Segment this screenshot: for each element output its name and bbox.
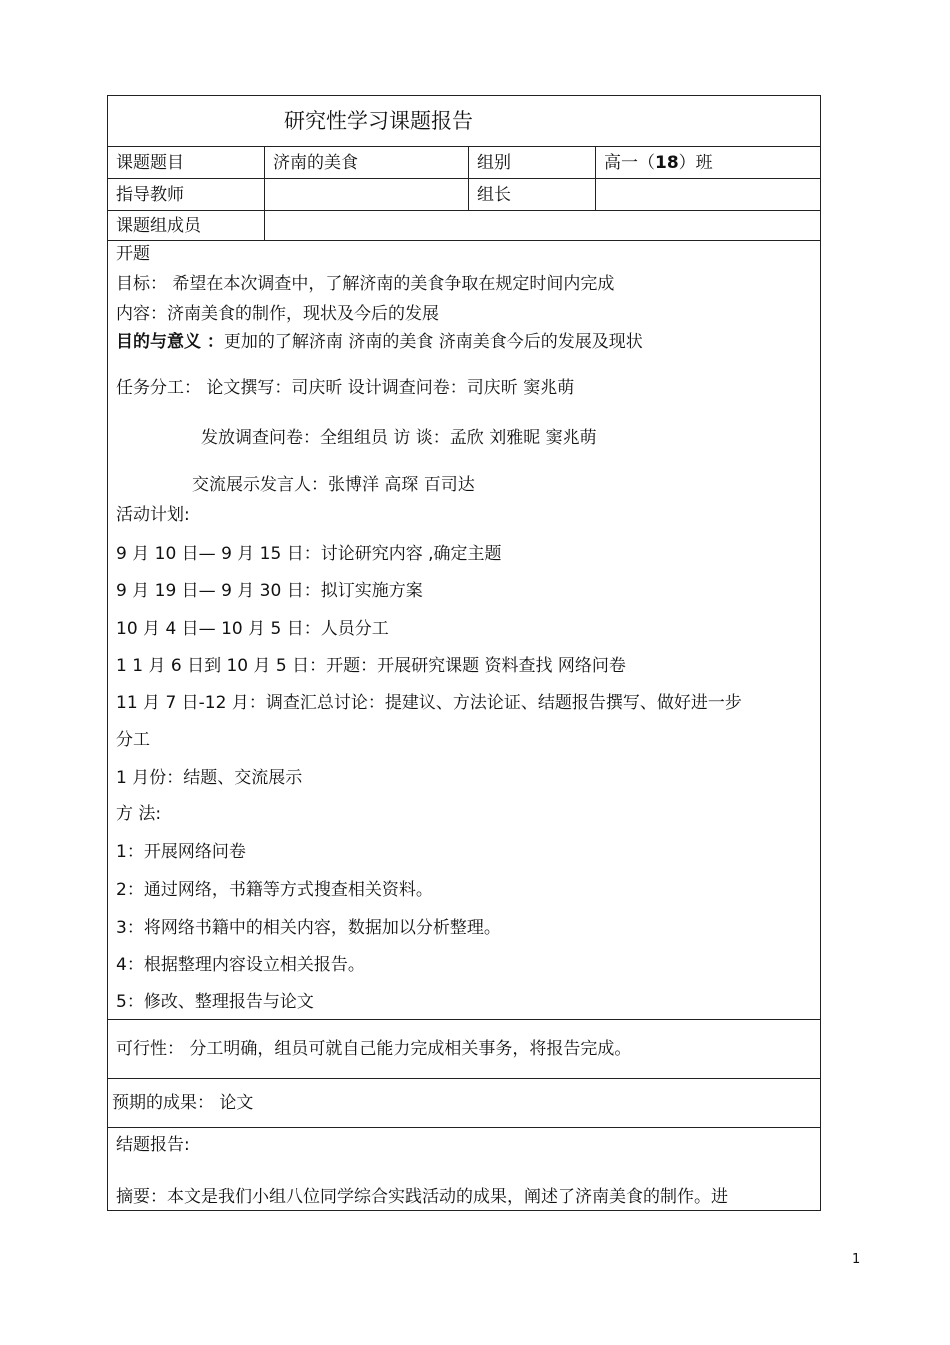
group-value-pre: 高一（ xyxy=(604,152,655,173)
members-value xyxy=(265,211,821,241)
method-item: 1：开展网络问卷 xyxy=(116,842,246,862)
tasks-line-3: 交流展示发言人：张博洋 高琛 百司达 xyxy=(192,475,475,495)
plan-item: 11 月 7 日-12 月：调查汇总讨论：提建议、方法论证、结题报告撰写、做好进一步 xyxy=(116,693,742,713)
opening-section xyxy=(108,241,821,1020)
method-item: 4：根据整理内容设立相关报告。 xyxy=(116,955,365,975)
method-heading: 方 法: xyxy=(116,804,162,824)
tasks-line-1: 任务分工： 论文撰写：司庆昕 设计调查问卷：司庆昕 窦兆萌 xyxy=(116,378,575,398)
method-item: 3：将网络书籍中的相关内容，数据加以分析整理。 xyxy=(116,918,501,938)
report-heading: 结题报告: xyxy=(116,1135,190,1155)
research-report-form xyxy=(107,95,821,1211)
plan-item: 1 1 月 6 日到 10 月 5 日：开题：开展研究课题 资料查找 网络问卷 xyxy=(116,656,626,676)
tasks-line-2: 发放调查问卷：全组组员 访 谈：孟欣 刘雅昵 窦兆萌 xyxy=(201,428,597,448)
plan-heading: 活动计划: xyxy=(116,505,190,525)
method-item: 2：通过网络，书籍等方式搜查相关资料。 xyxy=(116,880,433,900)
opening-meaning xyxy=(116,332,643,352)
method-item: 5：修改、整理报告与论文 xyxy=(116,992,314,1012)
title-cell xyxy=(108,96,821,147)
page-title: 研究性学习课题报告 xyxy=(284,109,473,133)
report-abstract: 摘要：本文是我们小组八位同学综合实践活动的成果，阐述了济南美食的制作。进 xyxy=(116,1187,728,1207)
plan-item: 1 月份：结题、交流展示 xyxy=(116,768,303,788)
members-label: 课题组成员 xyxy=(108,211,265,241)
opening-goal: 目标： 希望在本次调查中，了解济南的美食争取在规定时间内完成 xyxy=(116,274,615,294)
final-report-section xyxy=(108,1128,821,1211)
opening-heading: 开题 xyxy=(116,244,150,264)
opening-content: 内容：济南美食的制作，现状及今后的发展 xyxy=(116,304,439,324)
group-value xyxy=(596,147,821,179)
group-label: 组别 xyxy=(469,147,596,179)
feasibility: 可行性： 分工明确，组员可就自己能力完成相关事务，将报告完成。 xyxy=(108,1020,821,1079)
leader-label: 组长 xyxy=(469,179,596,211)
group-value-num: 18 xyxy=(655,152,679,173)
plan-item: 9 月 19 日— 9 月 30 日：拟订实施方案 xyxy=(116,581,423,601)
plan-item: 10 月 4 日— 10 月 5 日：人员分工 xyxy=(116,619,389,639)
page-number: 1 xyxy=(852,1252,861,1267)
group-value-post: ）班 xyxy=(678,152,713,173)
expected-results: 预期的成果： 论文 xyxy=(108,1079,821,1128)
topic-value: 济南的美食 xyxy=(265,147,469,179)
topic-label: 课题题目 xyxy=(108,147,265,179)
meaning-text: 更加的了解济南 济南的美食 济南美食今后的发展及现状 xyxy=(223,332,643,352)
advisor-label: 指导教师 xyxy=(108,179,265,211)
plan-item: 9 月 10 日— 9 月 15 日：讨论研究内容 ,确定主题 xyxy=(116,544,502,564)
plan-item: 分工 xyxy=(116,730,150,750)
advisor-value xyxy=(265,179,469,211)
meaning-label: 目的与意义 ： xyxy=(116,332,224,352)
leader-value xyxy=(596,179,821,211)
